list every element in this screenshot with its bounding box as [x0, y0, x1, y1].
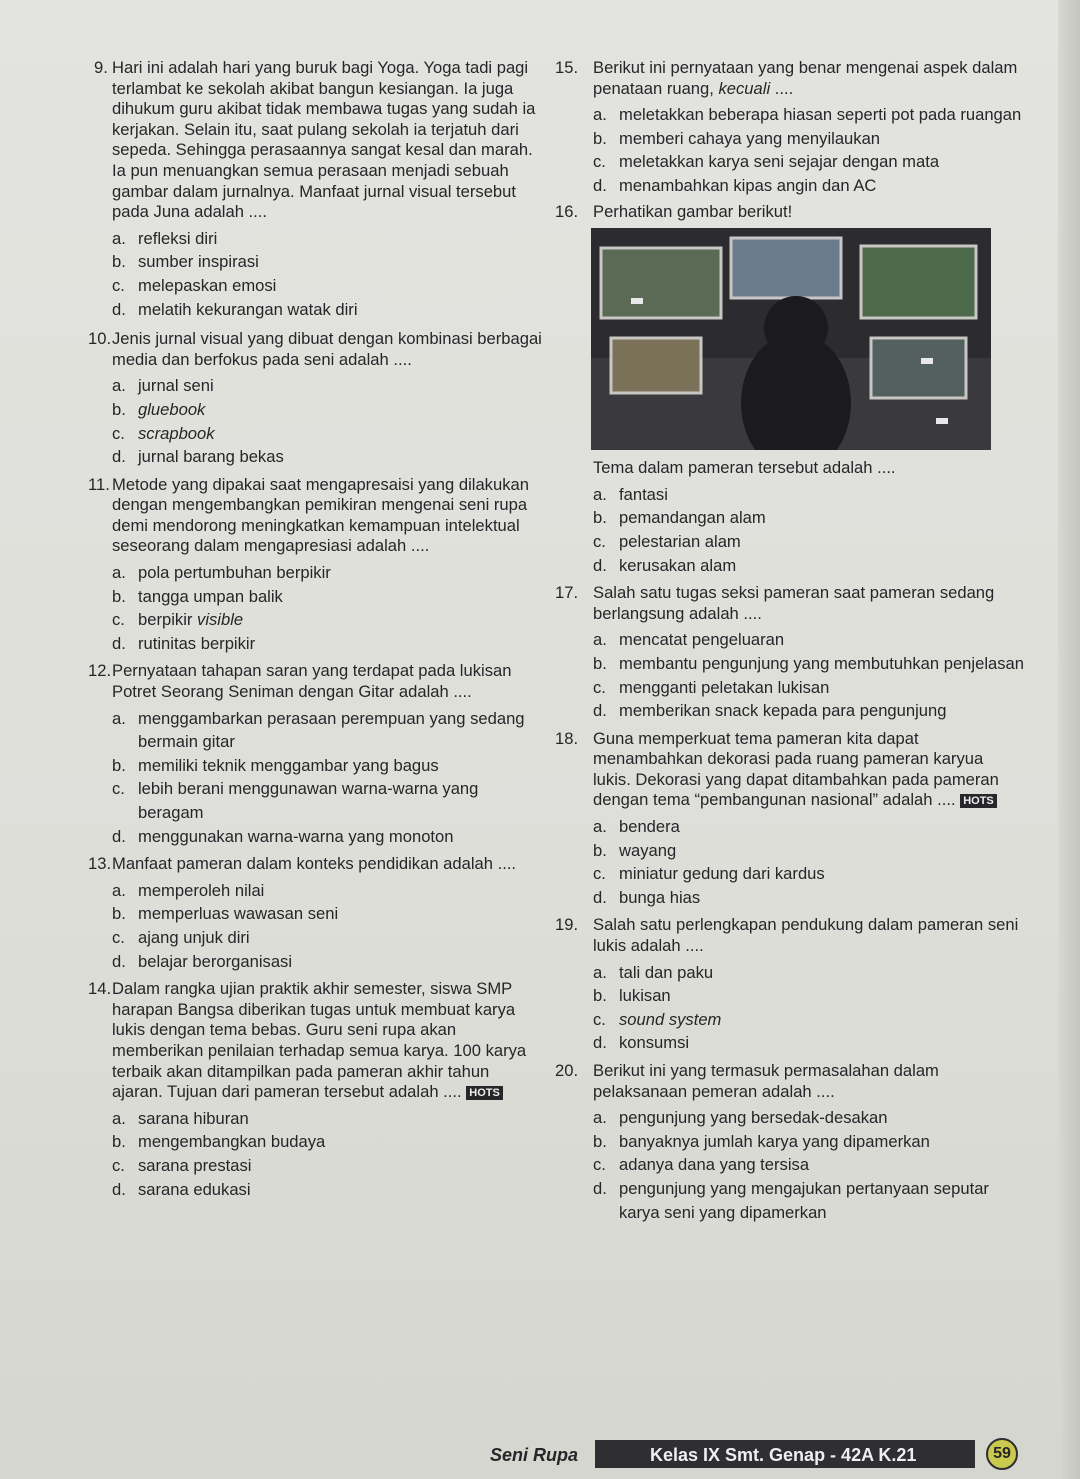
- options: [112, 374, 542, 468]
- option-c[interactable]: c. melepaskan emosi: [112, 275, 277, 295]
- question-number: 15.: [555, 58, 579, 77]
- option-b[interactable]: b. memiliki teknik menggambar yang bagus: [112, 755, 439, 775]
- question-followup: Tema dalam pameran tersebut adalah ....: [593, 458, 896, 478]
- question-20: [555, 1061, 1025, 1224]
- question-18: [555, 729, 1025, 910]
- option-b[interactable]: b. memperluas wawasan seni: [112, 904, 339, 924]
- question-number: 19.: [555, 915, 579, 935]
- option-c[interactable]: c. ajang unjuk diri: [112, 927, 250, 947]
- option-b[interactable]: b. sumber inspirasi: [112, 252, 259, 272]
- question-11: [88, 474, 542, 656]
- option-b[interactable]: b. membantu pengunjung yang membutuhkan penjelasan: [593, 653, 1024, 673]
- option-c[interactable]: c. miniatur gedung dari kardus: [593, 864, 825, 884]
- question-text: Guna memperkuat tema pameran kita dapat menambahkan dekorasi pada ruang pameran karyua lukis. Dekorasi yang dapat ditambahkan pada pameran dengan tema “pembangunan nasional” adalah .... HOTS: [593, 728, 999, 810]
- question-number: 10.: [88, 329, 112, 349]
- options: [112, 561, 542, 655]
- question-text: Jenis jurnal visual yang dibuat dengan kombinasi berbagai media dan berfokus pada seni adalah ....: [112, 329, 542, 369]
- question-number: 16.: [555, 201, 579, 221]
- option-c[interactable]: c. sound system: [593, 1009, 722, 1029]
- option-a[interactable]: a. fantasi: [593, 484, 668, 504]
- question-text: Hari ini adalah hari yang buruk bagi Yoga. Yoga tadi pagi terlambat ke sekolah akibat bangun kesiangan. Ia juga dihukum guru akibat tidak membawa tugas yang sudah ia kerjakan. Selain itu, saat pulang sekolah ia terjatuh dari sepeda. Sehingga perasaannya sangat kesal dan marah. Ia pun menuangkan semua perasaan menjadi sebuah gambar dalam jurnalnya. Manfaat jurnal visual tersebut pada Juna adalah ....: [112, 58, 536, 222]
- option-b[interactable]: b. wayang: [593, 840, 677, 860]
- option-d[interactable]: d. melatih kekurangan watak diri: [112, 299, 358, 319]
- question-number: 14.: [88, 979, 112, 999]
- option-a[interactable]: a. sarana hiburan: [112, 1108, 249, 1128]
- exhibition-photo: [591, 228, 991, 450]
- options: [555, 483, 1025, 577]
- option-a[interactable]: a. pola pertumbuhan berpikir: [112, 563, 331, 583]
- book-spine-edge: [1058, 0, 1080, 1479]
- option-c[interactable]: c. sarana prestasi: [112, 1155, 252, 1175]
- option-b[interactable]: b. lukisan: [593, 986, 671, 1006]
- option-d[interactable]: d. bunga hias: [593, 887, 701, 907]
- option-c[interactable]: c. mengganti peletakan lukisan: [593, 677, 830, 697]
- question-number: 11.: [88, 474, 110, 494]
- option-d[interactable]: d. jurnal barang bekas: [112, 447, 284, 467]
- option-a[interactable]: a. meletakkan beberapa hiasan seperti pot pada ruangan: [593, 105, 1022, 125]
- page-footer: [490, 1438, 1050, 1472]
- option-d[interactable]: d. menambahkan kipas angin dan AC: [593, 175, 877, 195]
- option-d[interactable]: d. menggunakan warna-warna yang monoton: [112, 826, 454, 846]
- options: [593, 815, 1025, 909]
- option-c[interactable]: c. meletakkan karya seni sejajar dengan mata: [593, 152, 940, 172]
- option-d[interactable]: d. belajar berorganisasi: [112, 951, 293, 971]
- option-a[interactable]: a. tali dan paku: [593, 962, 714, 982]
- hots-badge: HOTS: [466, 1086, 503, 1100]
- options: [112, 707, 542, 849]
- subject-title: Seni Rupa: [490, 1445, 579, 1465]
- option-a[interactable]: a. bendera: [593, 817, 680, 837]
- hots-badge: HOTS: [960, 794, 997, 808]
- page-number: 59: [986, 1438, 1018, 1470]
- question-text: Berikut ini pernyataan yang benar mengenai aspek dalam penataan ruang, kecuali ....: [593, 58, 1018, 98]
- options: [593, 103, 1025, 197]
- question-text: Berikut ini yang termasuk permasalahan dalam pelaksanaan pemeran adalah ....: [593, 1061, 939, 1101]
- question-15: [555, 58, 1025, 198]
- question-number: 18.: [555, 728, 579, 748]
- option-b[interactable]: b. gluebook: [112, 399, 206, 419]
- option-a[interactable]: a. memperoleh nilai: [112, 880, 265, 900]
- option-a[interactable]: a. refleksi diri: [112, 228, 218, 248]
- question-text: Perhatikan gambar berikut!: [593, 201, 793, 221]
- option-c[interactable]: c. scrapbook: [112, 423, 215, 443]
- question-14: [88, 979, 542, 1201]
- option-d[interactable]: d. pengunjung yang mengajukan pertanyaan seputar karya seni yang dipamerkan: [593, 1178, 989, 1222]
- options: [112, 1107, 542, 1201]
- option-b[interactable]: b. mengembangkan budaya: [112, 1132, 326, 1152]
- question-text: Metode yang dipakai saat mengapresaisi yang dilakukan dengan mengembangkan pemikiran mengenai seni rupa demi mendorong meningkatkan kemampuan intelektual seseorang dalam mengapresiasi adalah ....: [112, 474, 529, 556]
- question-number: 20.: [555, 1061, 579, 1080]
- exhibition-photo-image: [591, 228, 991, 450]
- option-d[interactable]: d. konsumsi: [593, 1033, 690, 1053]
- option-d[interactable]: d. rutinitas berpikir: [112, 633, 256, 653]
- question-12: [88, 661, 542, 848]
- option-b[interactable]: b. memberi cahaya yang menyilaukan: [593, 128, 881, 148]
- question-number: 9.: [94, 58, 108, 77]
- options: [593, 1106, 1025, 1224]
- question-17: [555, 583, 1025, 723]
- option-b[interactable]: b. tangga umpan balik: [112, 586, 283, 606]
- question-text: Manfaat pameran dalam konteks pendidikan adalah ....: [112, 854, 517, 874]
- class-label: Kelas IX Smt. Genap - 42A K.21: [650, 1445, 917, 1465]
- question-text: Salah satu perlengkapan pendukung dalam pameran seni lukis adalah ....: [593, 915, 1019, 956]
- question-number: 13.: [88, 854, 112, 874]
- option-d[interactable]: d. memberikan snack kepada para pengunjung: [593, 701, 947, 721]
- question-number: 17.: [555, 583, 579, 603]
- option-a[interactable]: a. pengunjung yang bersedak-desakan: [593, 1108, 888, 1128]
- options: [593, 628, 1025, 722]
- question-13: [88, 854, 542, 973]
- option-a[interactable]: a. jurnal seni: [112, 376, 214, 396]
- question-16: [555, 202, 1025, 578]
- option-b[interactable]: b. banyaknya jumlah karya yang dipamerkan: [593, 1131, 930, 1151]
- question-19: [555, 915, 1025, 1055]
- question-9: [94, 58, 542, 321]
- option-c[interactable]: c. lebih berani menggunawan warna-warna yang beragam: [112, 779, 479, 822]
- right-column: [555, 58, 1025, 1227]
- question-text: Dalam rangka ujian praktik akhir semester, siswa SMP harapan Bangsa diberikan tugas untuk membuat karya lukis dengan tema bebas. Guru seni rupa akan memberikan penilaian terhadap semua karya. 100 karya terbaik akan ditampilkan pada pameran akhir tahun ajaran. Tujuan dari pameran tersebut adalah .... HOTS: [112, 979, 527, 1102]
- left-column: [88, 58, 542, 1204]
- option-c[interactable]: c. berpikir visible: [112, 610, 244, 630]
- option-a[interactable]: a. menggambarkan perasaan perempuan yang sedang bermain gitar: [112, 708, 525, 752]
- option-a[interactable]: a. mencatat pengeluaran: [593, 630, 785, 650]
- question-text: Pernyataan tahapan saran yang terdapat pada lukisan Potret Seorang Seniman dengan Gitar adalah ....: [112, 661, 512, 702]
- question-number: 12.: [88, 661, 112, 681]
- question-10: [88, 329, 542, 469]
- option-c[interactable]: c. adanya dana yang tersisa: [593, 1155, 810, 1175]
- options: [112, 879, 542, 973]
- option-b[interactable]: b. pemandangan alam: [593, 508, 766, 528]
- option-d[interactable]: d. sarana edukasi: [112, 1179, 251, 1199]
- options: [593, 961, 1025, 1055]
- option-d[interactable]: d. kerusakan alam: [593, 555, 737, 575]
- question-text: Salah satu tugas seksi pameran saat pameran sedang berlangsung adalah ....: [593, 583, 995, 623]
- options: [112, 227, 542, 321]
- option-c[interactable]: c. pelestarian alam: [593, 531, 741, 551]
